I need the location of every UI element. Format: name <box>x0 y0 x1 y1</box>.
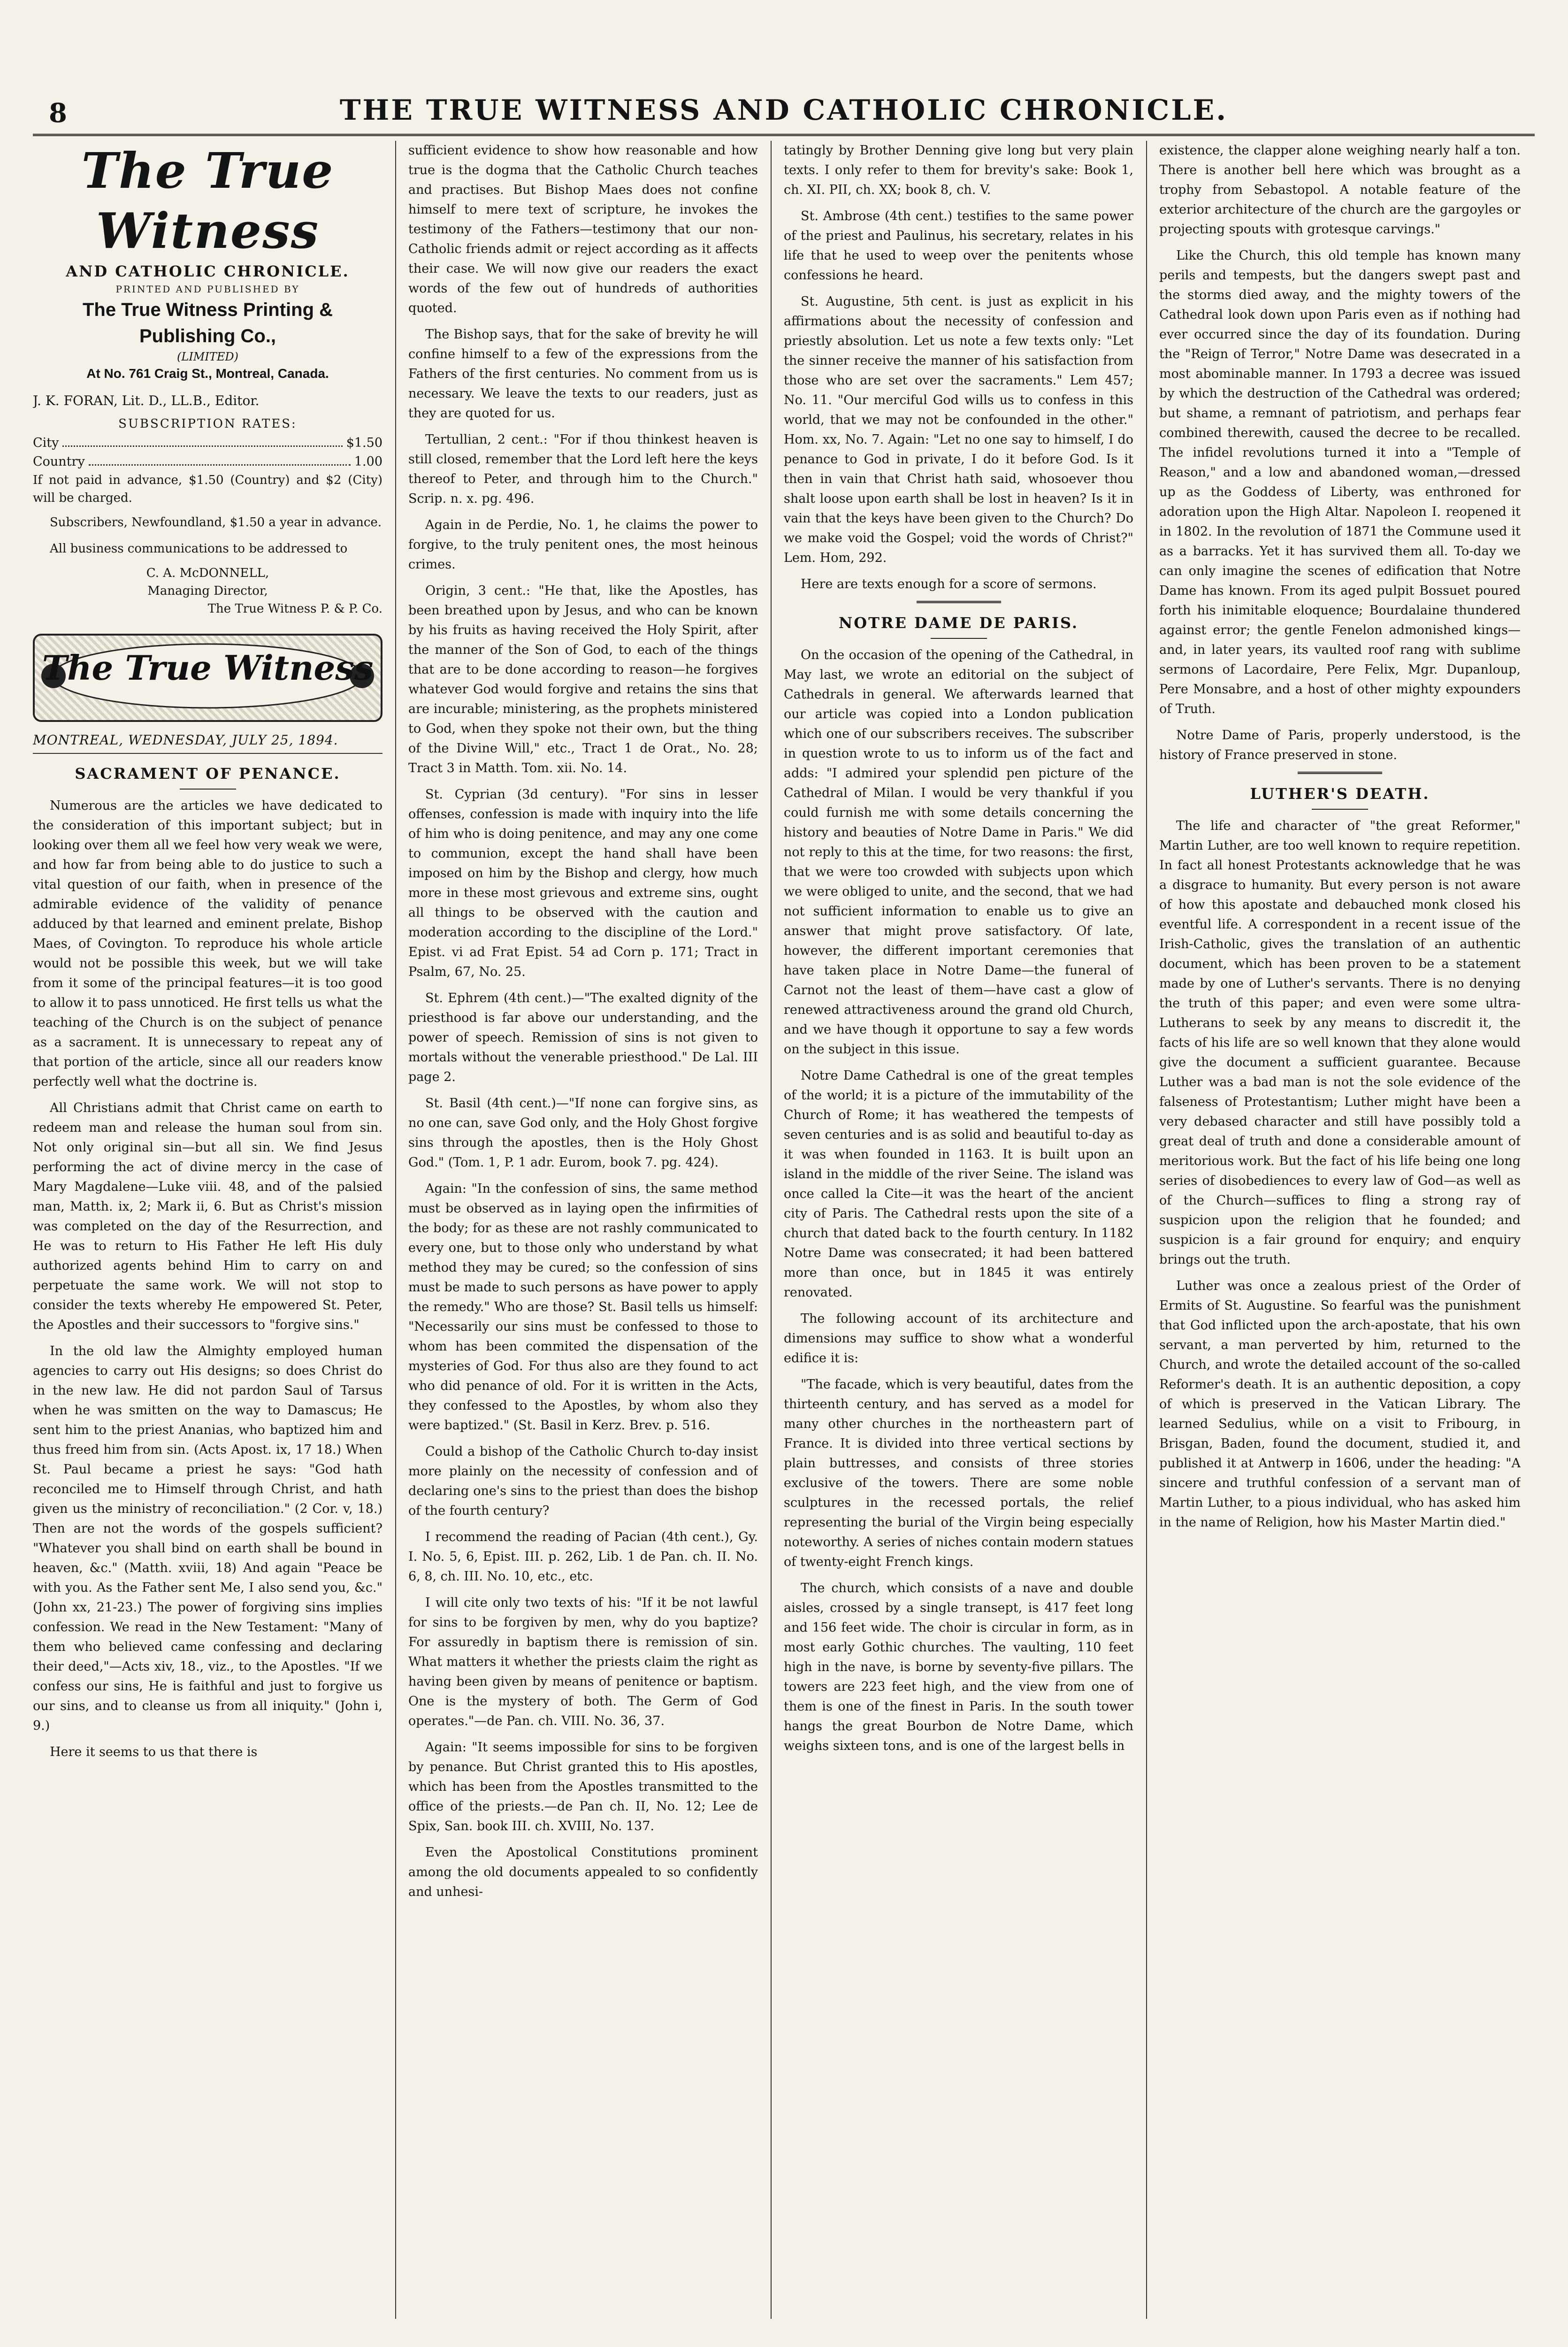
masthead-printed-by: PRINTED AND PUBLISHED BY <box>115 284 300 295</box>
paragraph: In the old law the Almighty employed human agencies to carry out His designs; so does Christ do in the new law. He did not pardon Saul of Tarsus when he was smitten on the way to Damascus; He sent him to the priest Ananias, who baptized him and thus freed him from sin. (Acts Apost. ix, 17 18.) When St. Paul became a priest he says: "God hath reconciled me to Himself through Christ, and hath given us the ministry of reconciliation." (2 Cor. v, 18.) Then are not the words of the gospels sufficient? "Whatever you shall bind on earth shall be bound in heaven, &c." (Matth. xviii, 18) And again "Peace be with you. As the Father sent Me, I also send you, &c." (John xx, 21-23.) The power of forgiving sins implies confession. We read in the New Testament: "Many of them who believed came confessing and declaring their deed,"—Acts xiv, 18., viz., to the Apostles. "If we confess our sins, He is faithful and just to forgive us our sins, and to cleanse us from all iniquity." (John i, 9.) <box>33 1344 382 1733</box>
director-name: C. A. McDONNELL, <box>146 566 269 580</box>
paragraph: I will cite only two texts of his: "If it be not lawful for sins to be forgiven by men, why do you baptize? For assuredly in baptism there is remission of sin. What matters it whether the priests claim the right as having been given by means of penitence or baptism. One is the mystery of both. The Germ of God operates."—de Pan. ch. VIII. No. 36, 37. <box>408 1595 758 1728</box>
paragraph: Here it seems to us that there is <box>50 1745 258 1759</box>
paragraph: "The facade, which is very beautiful, dates from the thirteenth century, and has served as a model for many other churches in the northeastern part of France. It is divided into three vertical sections by plain buttresses, and consists of three stories exclusive of the towers. There are some noble sculptures in the recessed portals, the relief representing the burial of the Virgin being especially noteworthy. A series of niches contain modern statues of twenty-eight French kings. <box>784 1377 1133 1569</box>
paragraph: The life and character of "the great Reformer," Martin Luther, are too well known to require repetition. In fact all honest Protestants acknowledge that he was a disgrace to humanity. But every person is not aware of how this apostate and debauched monk closed his eventful life. A correspondent in a recent issue of the Irish-Catholic, gives the translation of an authentic document, which has been proven to be a statement made by one of Luther's servants. There is no denying the truth of this paper; and even were some ultra-Lutherans to seek by any means to discredit it, the facts of his life are so well known that they alone would give the document a sufficient guarantee. Because Luther was a bad man is not the sole evidence of the falseness of Protestantism; Luther might have been a very debased character and still have possibly told a great deal of truth and done a considerable amount of meritorious work. But the fact of his life being one long series of disobediences to every law of God—as well as of the Church—suffices to fling a strong ray of suspicion upon the religion that he founded; and suspicion is a fair ground for enquiry; and enquiry brings out the truth. <box>1159 819 1521 1267</box>
page-header <box>33 89 1535 146</box>
headline-rule <box>1312 809 1368 810</box>
section-ornament <box>1298 772 1382 774</box>
column-rule <box>1146 141 1147 2319</box>
paragraph: Could a bishop of the Catholic Church to-day insist more plainly on the necessity of confession and of declaring one's sins to the priest than does the bishop of the fourth century? <box>408 1444 758 1518</box>
masthead-subtitle: AND CATHOLIC CHRONICLE. <box>66 262 350 280</box>
column-1 <box>33 141 382 2319</box>
paragraph: St. Ephrem (4th cent.)—"The exalted dignity of the priesthood is far above our understanding, and the power of speech. Remission of sins is not given to mortals without the venerable priesthood." De Lal. III page 2. <box>408 991 758 1084</box>
headline-luther: LUTHER'S DEATH. <box>1250 785 1430 803</box>
director-role: Managing Director, <box>147 584 268 598</box>
dateline: MONTREAL, WEDNESDAY, JULY 25, 1894. <box>33 730 382 754</box>
rate-label: City <box>33 436 59 450</box>
leader-dots <box>89 453 351 466</box>
headline-sacrament: SACRAMENT OF PENANCE. <box>75 765 341 782</box>
rates-note: Subscribers, Newfoundland, $1.50 a year in advance. <box>50 515 382 529</box>
paragraph: On the occasion of the opening of the Cathedral, in May last, we wrote an editorial on the subject of Cathedrals in general. We afterwards learned that our article was copied into a London publication which one of our subscribers receives. The subscriber in question wrote to us to inform us of the fact and adds: "I admired your splendid pen picture of the Cathedral of Milan. I would be very thankful if you could furnish me with some details concerning the history and beauties of Notre Dame in Paris." We did not reply to this at the time, for two reasons: the first, that we were too crowded with subjects upon which we were obliged to unite, and the second, that we had not sufficient information to enable us to give an answer that might prove satisfactory. Of late, however, the different important ceremonies that have taken place in Notre Dame—the funeral of Carnot not the least of them—have cast a glow of renewed attractiveness around the grand old Church, and we have though it opportune to say a few words on the subject in this issue. <box>784 648 1133 1057</box>
leader-dots <box>62 434 342 447</box>
section-ornament <box>917 601 1001 603</box>
paragraph: All Christians admit that Christ came on earth to redeem man and release the human soul from sin. Not only original sin—but all sin. We find Jesus performing the act of divine mercy in the case of Mary Magdalene—Luke viii. 48, and of the palsied man, Matth. ix, 2; Mark ii, 6. But as Christ's mission was completed on the day of the Resurrection, and He was to return to His Father He left His duly authorized agents behind Him to carry on and perpetuate the same work. We will not stop to consider the texts whereby He empowered St. Peter, the Apostles and their successors to "forgive sins." <box>33 1101 382 1332</box>
rate-row-city <box>33 434 382 453</box>
business-notice: All business communications to be addressed to <box>50 542 348 556</box>
paragraph: St. Ambrose (4th cent.) testifies to the same power of the priest and Paulinus, his secretary, relates in his life that he used to weep over the penitents whose confessions he heard. <box>784 209 1133 283</box>
paragraph: Numerous are the articles we have dedicated to the consideration of this important subject; but in looking over them all we feel how very weak we were, and how far from being able to do justice to such a vital question of our faith, when in presence of the admirable evidence of the validity of penance adduced by that learned and eminent prelate, Bishop Maes, of Covington. To reproduce his whole article would not be possible this week, but we will take from it some of the principal features—it is too good to allow it to pass unnoticed. He first tells us what the teaching of the Church is on the subject of penance as a sacrament. It is unnecessary to repeat any of that portion of the article, since all our readers know perfectly well what the doctrine is. <box>33 798 382 1089</box>
column-4 <box>1159 141 1521 2319</box>
rates-title: SUBSCRIPTION RATES: <box>118 417 297 431</box>
paragraph: tatingly by Brother Denning give long but very plain texts. I only refer to them for brevity's sake: Book 1, ch. XI. PII, ch. XX; book 8, ch. V. <box>784 143 1133 197</box>
column-2 <box>408 141 758 2319</box>
paragraph: existence, the clapper alone weighing nearly half a ton. There is another bell here which was brought as a trophy from Sebastopol. A notable feature of the exterior architecture of the church are the gargoyles or projecting spouts with grotesque carvings." <box>1159 143 1521 237</box>
paragraph: I recommend the reading of Pacian (4th cent.), Gy. I. No. 5, 6, Epist. III. p. 262, Lib. 1 de Pan. ch. II. No. 6, 8, ch. III. No. 10, etc., etc. <box>408 1530 758 1584</box>
column-rule <box>395 141 396 2319</box>
page-number: 8 <box>49 98 67 129</box>
masthead <box>33 141 382 383</box>
paragraph: St. Basil (4th cent.)—"If none can forgive sins, as no one can, save God only, and the Holy Ghost forgive sins through the apostles, then is the Holy Ghost God." (Tom. 1, P. 1 adr. Eurom, book 7. pg. 424). <box>408 1096 758 1170</box>
paragraph: The church, which consists of a nave and double aisles, crossed by a single transept, is 417 feet long and 156 feet wide. The choir is circular in form, as in most early Gothic churches. The vaulting, 110 feet high in the nave, is borne by seventy-five pillars. The towers are 223 feet high, and the view from one of them is one of the finest in Paris. In the south tower hangs the great Bourbon de Notre Dame, which weighs sixteen tons, and is one of the largest bells in <box>784 1581 1133 1753</box>
paragraph: Again: "It seems impossible for sins to be forgiven by penance. But Christ granted this to His apostles, which has been from the Apostles transmitted to the office of the priests.—de Pan ch. II, No. 12; Lee de Spix, San. book III. ch. XVIII, No. 137. <box>408 1740 758 1833</box>
paragraph: Luther was once a zealous priest of the Order of Ermits of St. Augustine. So fearful was the punishment that God inflicted upon the arch-apostate, that his own servant, a man perverted by him, returned to the Church, and wrote the detailed account of the so-called Reformer's death. It is an authentic deposition, a copy of which is preserved in the Vatican Library. The learned Sedulius, while on a visit to Fribourg, in Brisgan, Baden, found the document, studied it, and published it at Antwerp in 1606, under the heading: "A sincere and truthful confession of a servant man of Martin Luther, to a pious individual, who has asked him in the name of Religion, how his Master Martin died." <box>1159 1279 1521 1530</box>
rate-label: Country <box>33 454 85 469</box>
masthead-company: The True Witness Printing & Publishing Co., <box>82 299 333 346</box>
paragraph: Like the Church, this old temple has known many perils and tempests, but the dangers swept past and the storms died away, and the mighty towers of the Cathedral look down upon Paris even as if nothing had ever occurred since the day of its foundation. During the "Reign of Terror," Notre Dame was desecrated in a most abominable manner. In 1793 a decree was issued by which the destruction of the Cathedral was ordered; but shame, a remnant of patriotism, and perhaps fear combined therewith, caused the decree to be recalled. The infidel revolutions turned it into a "Temple of Reason," and a low and abandoned woman,—dressed up as the Goddess of Liberty, was enthroned for adoration upon the High Altar. Napoleon I. reopened it in 1802. In the revolution of 1871 the Commune used it as a barracks. Yet it has survived them all. To-day we can only imagine the scenes of edification that Notre Dame has known. From its aged pulpit Bossuet poured forth his inimitable eloquence; Bourdalaine thundered against error; the gentle Fenelon admonished kings—and, in later years, its vaulted roof rang with sublime sermons of Lacordaire, Pere Felix, Mgr. Dupanloup, Pere Monsabre, and a host of other mighty expounders of Truth. <box>1159 248 1521 716</box>
header-rule <box>33 134 1535 136</box>
paragraph: sufficient evidence to show how reasonable and how true is the dogma that the Catholic Church teaches and practises. But Bishop Maes does not confine himself to mere text of scripture, he invokes the testimony of the Fathers—testimony that our non-Catholic friends admit or reject according as it affects their case. We will now give our readers the exact words of the few out of hundreds of authorities quoted. <box>408 143 758 315</box>
masthead-vignette <box>33 634 382 722</box>
paragraph: The following account of its architecture and dimensions may suffice to show what a wonderful edifice it is: <box>784 1312 1133 1365</box>
vignette-title: The True Witness <box>42 648 374 688</box>
paragraph: Again: "In the confession of sins, the same method must be observed as in laying open the infirmities of the body; for as these are not rashly communicated to every one, but to those only who understand by what method they may be cured; so the confession of sins must be made to such persons as have power to apply the remedy." Who are those? St. Basil tells us himself: "Necessarily our sins must be confessed to those to whom has been commited the dispensation of the mysteries of God. For thus also are they found to act who did penance of old. For it is written in the Acts, they confessed to the Apostles, by whom also they were baptized." (St. Basil in Kerz. Brev. p. 516. <box>408 1181 758 1433</box>
column-rule <box>771 141 772 2319</box>
paragraph: Origin, 3 cent.: "He that, like the Apostles, has been breathed upon by Jesus, and who can be known by his fruits as having received the Holy Spirit, after the manner of the Son of God, to each of the things that are to be done according to reason—he forgives whatever God would forgive and retains the sins that are incurable; ministering, as the prophets ministered to God, when they spoke not their own, but the thing of the Divine Will," etc., Tract 1 de Orat., No. 28; Tract 3 in Matth. Tom. xii. No. 14. <box>408 583 758 775</box>
running-title: THE TRUE WITNESS AND CATHOLIC CHRONICLE. <box>339 94 1228 127</box>
paragraph: The Bishop says, that for the sake of brevity he will confine himself to a few of the expressions from the Fathers of the first centuries. No comment from us is necessary. We leave the texts to our readers, just as they are quoted for us. <box>408 327 758 421</box>
rates-note: If not paid in advance, $1.50 (Country) and $2 (City) will be charged. <box>33 473 382 505</box>
masthead-limited: (LIMITED) <box>177 350 238 363</box>
editor-line: J. K. FORAN, Lit. D., LL.B., Editor. <box>33 393 260 408</box>
paragraph: Here are texts enough for a score of sermons. <box>801 577 1097 591</box>
headline-rule <box>931 638 987 639</box>
paragraph: St. Cyprian (3d century). "For sins in lesser offenses, confession is made with inquiry into the life of him who is doing penitence, and may any one come to communion, except the hand shall have been imposed on him by the Bishop and clergy, how much more in these most grievous and extreme sins, ought all things to be observed with the caution and moderation according to the discipline of the Lord." Epist. vi ad Frat Epist. 54 ad Corn p. 171; Tract in Psalm, 67, No. 25. <box>408 787 758 979</box>
rate-price: $1.50 <box>346 436 382 450</box>
headline-rule <box>180 789 236 790</box>
column-3 <box>784 141 1133 2319</box>
paragraph: St. Augustine, 5th cent. is just as explicit in his affirmations about the necessity of confession and priestly absolution. Let us note a few texts only: "Let the sinner receive the manner of his satisfaction from those who are set over the sacraments." Lem 457; No. 11. "Our merciful God wills us to confess in this world, that we may not be confounded in the other." Hom. xx, No. 7. Again: "Let no one say to himself, I do penance to God in private, I do it before God. Is it then in vain that Christ hath said, whosoever thou shalt loose upon earth shall be lost in heaven? Is it in vain that the keys have been given to the Church? Do we make void the Gospel; void the words of Christ?" Lem. Hom, 292. <box>784 294 1133 565</box>
masthead-address: At No. 761 Craig St., Montreal, Canada. <box>86 366 329 381</box>
paragraph: Even the Apostolical Constitutions prominent among the old documents appealed to so confidently and unhesi- <box>408 1845 758 1899</box>
headline-notre-dame: NOTRE DAME DE PARIS. <box>838 614 1079 632</box>
paragraph: Notre Dame Cathedral is one of the great temples of the world; it is a picture of the immutability of the Church of Rome; it has weathered the tempests of seven centuries and is as solid and beautiful to-day as it was when founded in 1163. It is built upon an island in the middle of the river Seine. The island was once called la Cite—it was the heart of the ancient city of Paris. The Cathedral rests upon the site of a church that dated back to the fourth century. In 1182 Notre Dame was consecrated; it had been battered more than once, but in 1845 it was entirely renovated. <box>784 1068 1133 1300</box>
paragraph: Again in de Perdie, No. 1, he claims the power to forgive, to the truly penitent ones, the most heinous crimes. <box>408 518 758 572</box>
rate-price: 1.00 <box>354 454 382 469</box>
paragraph: Tertullian, 2 cent.: "For if thou thinkest heaven is still closed, remember that the Lord left here the keys thereof to Peter, and through him to the Church." Scrip. n. x. pg. 496. <box>408 432 758 506</box>
rate-row-country <box>33 453 382 471</box>
masthead-title: The True Witness <box>81 142 334 260</box>
paragraph: Notre Dame of Paris, properly understood, is the history of France preserved in stone. <box>1159 728 1521 762</box>
director-org: The True Witness P. & P. Co. <box>207 602 382 616</box>
